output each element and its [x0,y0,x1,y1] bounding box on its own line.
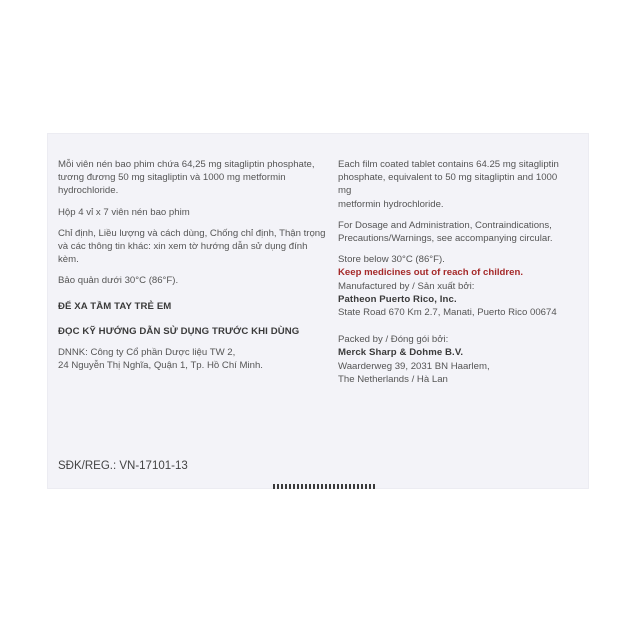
registration-number: SĐK/REG.: VN-17101-13 [58,460,188,472]
composition-en [338,158,568,211]
carton-panel [48,134,588,488]
manufactured-label: Manufactured by / Sản xuất bởi: [338,280,475,292]
storage-en: Store below 30°C (86°F). [338,254,445,266]
composition-en-line: phosphate, equivalent to 50 mg sitagliptin and 1000 mg [338,172,558,197]
dosage-en-line: Precautions/Warnings, see accompanying circular. [338,233,553,245]
english-column [338,158,568,386]
packer-address [338,360,568,386]
perforation-marks [273,484,375,489]
dosage-en-line: For Dosage and Administration, Contraindications, [338,219,552,231]
importer-vi-line: DNNK: Công ty Cổ phần Dược liệu TW 2, [58,347,236,359]
children-warning-en: Keep medicines out of reach of children. [338,267,523,279]
packed-label: Packed by / Đóng gói bởi: [338,334,449,346]
vietnamese-column [58,158,328,380]
children-warning-vi: ĐỂ XA TẦM TAY TRẺ EM [58,300,172,312]
packer-name: Merck Sharp & Dohme B.V. [338,347,464,359]
composition-vi-line: tương đương 50 mg sitagliptin và 1000 mg metformin [58,172,286,184]
read-leaflet-vi: ĐỌC KỸ HƯỚNG DẪN SỬ DỤNG TRƯỚC KHI DÙNG [58,325,300,337]
dosage-en [338,219,568,245]
packer-address-line: Waarderweg 39, 2031 BN Haarlem, [338,360,490,372]
pack-size-vi: Hộp 4 vỉ x 7 viên nén bao phim [58,206,190,218]
composition-vi [58,158,328,198]
indications-vi [58,227,328,267]
importer-vi-line: 24 Nguyễn Thị Nghĩa, Quận 1, Tp. Hồ Chí Minh. [58,360,263,372]
storage-vi: Bảo quản dưới 30°C (86°F). [58,275,179,287]
composition-vi-line: hydrochloride. [58,185,119,197]
manufacturer-address: State Road 670 Km 2.7, Manati, Puerto Rico 00674 [338,307,557,319]
importer-vi [58,346,328,372]
manufacturer-name: Patheon Puerto Rico, Inc. [338,293,457,305]
indications-vi-line: Chỉ định, Liều lượng và cách dùng, Chống chỉ định, Thận trọng [58,227,326,239]
indications-vi-line: và các thông tin khác: xin xem tờ hướng dẫn sử dụng đính kèm. [58,241,308,266]
composition-en-line: metformin hydrochloride. [338,198,444,210]
composition-vi-line: Mỗi viên nén bao phim chứa 64,25 mg sitagliptin phosphate, [58,159,315,170]
composition-en-line: Each film coated tablet contains 64.25 mg sitagliptin [338,159,559,170]
packer-address-line: The Netherlands / Hà Lan [338,373,448,385]
